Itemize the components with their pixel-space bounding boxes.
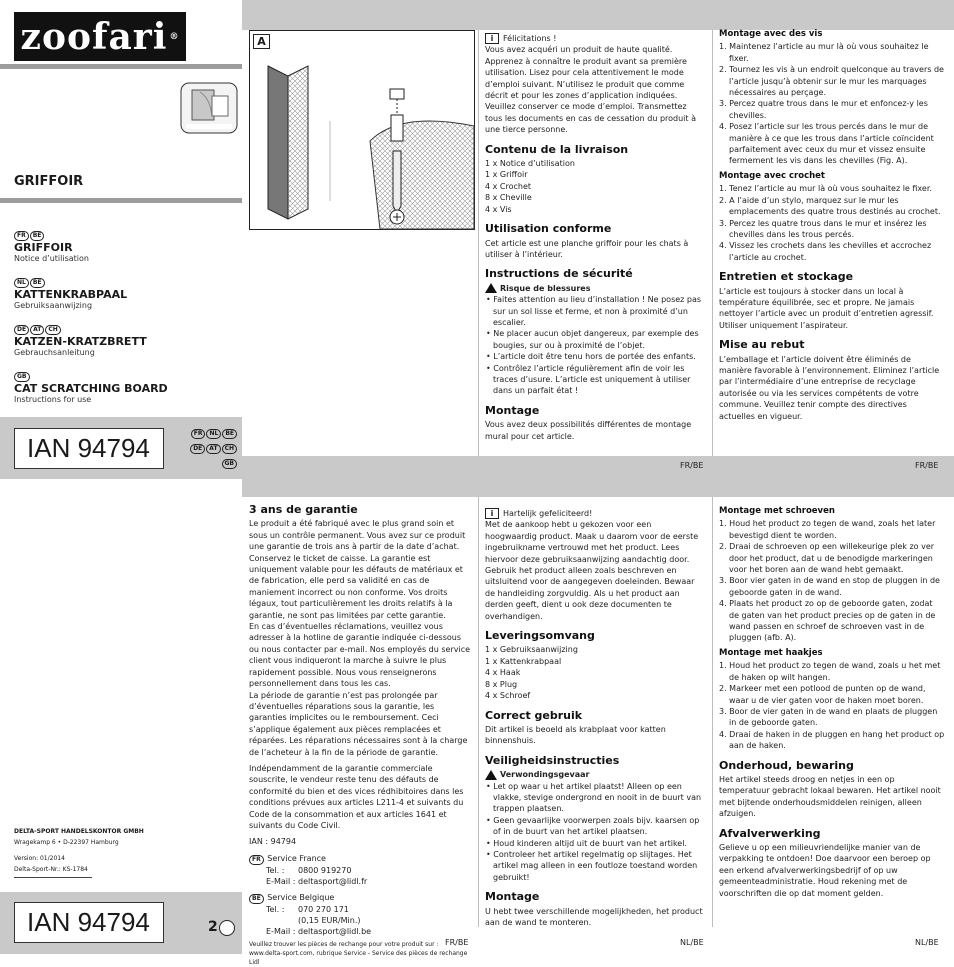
paragraph: Dit artikel is beoeld als krabplaat voor katten binnenshuis. bbox=[485, 724, 666, 746]
email-address[interactable]: deltasport@lidl.be bbox=[297, 927, 372, 937]
badge: NL bbox=[206, 429, 221, 439]
section-heading: Veiligheidsinstructies bbox=[485, 753, 620, 767]
paragraph: L’emballage et l’article doivent être éliminés de manière favorable à l’environnement. Eliminez l’article par l’intermédiaire d’une entreprise de recyclage autorisée ou via les services compétents de votre commune. Veuillez tenir compte des directives actuelles en vigueur. bbox=[719, 354, 940, 421]
figure-label: A bbox=[253, 34, 270, 49]
warning-icon bbox=[485, 283, 497, 293]
sub-heading: Montage avec des vis bbox=[719, 29, 823, 39]
language-entry-fr bbox=[14, 222, 234, 263]
list-item: • L’article doit être tenu hors de portée des enfants. bbox=[485, 351, 705, 362]
list-item: 1. Maintenez l’article au mur là où vous souhaitez le fixer. bbox=[719, 42, 929, 63]
badge: DE bbox=[190, 444, 205, 454]
paragraph: Cet article est une planche griffoir pour les chats à utiliser à l’intérieur. bbox=[485, 238, 689, 259]
list-item: 2. A l’aide d’un stylo, marquez sur le mur les emplacements des quatre trous destinés au crochet. bbox=[719, 195, 941, 217]
section-heading: Mise au rebut bbox=[719, 338, 805, 352]
cover-rule bbox=[0, 198, 242, 203]
tel-label: Tel. : bbox=[266, 904, 285, 914]
list-item: 3. Boor vier gaten in de wand en stop de pluggen in de geboorde gaten in de wand. bbox=[719, 576, 940, 597]
spare-parts-note: Veuillez trouver les pièces de rechange pour votre produit sur : www.delta-sport.com, rubrique Service - Service des pièces de rechange Lidl bbox=[249, 940, 468, 966]
language-subtitle: Gebrauchsanleitung bbox=[14, 348, 95, 357]
badge: NL bbox=[14, 278, 29, 288]
badge: FR bbox=[191, 429, 206, 439]
badge: BE bbox=[30, 231, 45, 241]
list-item: 3. Percez quatre trous dans le mur et enfoncez-y les chevilles. bbox=[719, 99, 928, 120]
divider bbox=[478, 30, 479, 456]
list-item: • Ne placer aucun objet dangereux, par exemple des bougies, sur ou à proximité de l’objet. bbox=[485, 328, 705, 351]
list-item: • Controleer het artikel regelmatig op slijtages. Het artikel mag alleen in een foutloze toestand worden gebruikt! bbox=[485, 849, 705, 883]
paragraph: L’article est toujours à stocker dans un local à température équilibrée, sec et propre. Ne jamais nettoyer l’article avec un produit d’entretien agressif. Utiliser uniquement l’aspirateur. bbox=[719, 286, 934, 330]
page-footer: FR/BE bbox=[680, 461, 704, 470]
paragraph: Het artikel steeds droog en netjes in een op temperatuur gebracht lokaal bewaren. Het artikel nooit met bijtende onderhoudsmiddelen reinigen, alleen afzuigen. bbox=[719, 774, 941, 819]
paragraph: Le produit a été fabriqué avec le plus grand soin et sous un contrôle permanent. Vous avez sur ce produit une garantie de trois ans à partir de la date d’achat. Conservez le ticket de caisse. La garantie est uniquement valable pour les défauts de matériaux et de fabrication, elle perd sa validité en cas de maniement incorrect ou non conforme. Vos droits légaux, tout particulièrement les droits relatifs à la garantie, ne sont pas limitées par cette garantie. bbox=[249, 519, 466, 620]
fr-guarantee bbox=[249, 500, 471, 967]
warning-title: Risque de blessures bbox=[500, 283, 591, 293]
language-subtitle: Notice d’utilisation bbox=[14, 254, 89, 263]
product-thumbnail bbox=[180, 82, 238, 134]
language-title: GRIFFOIR bbox=[14, 241, 73, 254]
badge: BE bbox=[222, 429, 237, 439]
page-footer: NL/BE bbox=[915, 938, 939, 947]
company-info bbox=[14, 826, 234, 878]
section-heading: Onderhoud, bewaring bbox=[719, 758, 854, 772]
language-subtitle: Gebruiksaanwijzing bbox=[14, 301, 93, 310]
page-footer: FR/BE bbox=[445, 938, 469, 947]
list-item: 2. Markeer met een potlood de punten op de wand, waar u de vier gaten voor de haken moet boren. bbox=[719, 684, 926, 705]
list-item: 1. Houd het product zo tegen de wand, zoals u het met de haken op wilt hangen. bbox=[719, 661, 941, 682]
paragraph: En cas d’éventuelles réclamations, veuillez vous adresser à la hotline de garantie indiquée ci-dessous ou nous contacter par e-mail. Nos employés du service client vous indiqueront la marche à suivre le plus rapidement possible. Nous vous renseignerons personnellement dans tous les cas. bbox=[249, 622, 471, 689]
figure-a bbox=[249, 30, 475, 230]
section-heading: Utilisation conforme bbox=[485, 222, 612, 236]
page-footer: NL/BE bbox=[680, 938, 704, 947]
language-subtitle: Instructions for use bbox=[14, 395, 92, 404]
paragraph: La période de garantie n’est pas prolongée par d’éventuelles réparations sous la garantie, les garanties implicites ou le remboursement. Ceci s’applique également aux pièces remplacées et réparées. Les réparations nécessaires sont à la charge de l’acheteur à la fin de la période de garantie. bbox=[249, 690, 468, 757]
section-heading: Leveringsomvang bbox=[485, 629, 595, 643]
badge: BE bbox=[249, 894, 264, 904]
fr-column-3 bbox=[719, 29, 945, 422]
sub-heading: Montage avec crochet bbox=[719, 170, 825, 181]
page-number: 2 bbox=[208, 919, 218, 935]
info-book-icon: i bbox=[485, 508, 499, 519]
sub-heading: Montage met schroeven bbox=[719, 506, 835, 516]
ian-badges bbox=[186, 424, 238, 469]
page-footer: FR/BE bbox=[915, 461, 939, 470]
felicitations-text: Vous avez acquéri un produit de haute qualité. Apprenez à connaître le produit avant sa première utilisation. Lisez pour cela attentivement le mode d’emploi suivant. N’utilisez le produit que comme décrit et pour les zones d’application indiquées. Veuillez conserver ce mode d’emploi. Transmettez tous les documents en cas de cessation du produit à une tierce personne. bbox=[485, 45, 696, 135]
list-item: • Contrôlez l’article régulièrement afin de voir les traces d’usure. L’article est uniquement à utiliser dans un parfait état ! bbox=[485, 363, 705, 397]
badge: BE bbox=[30, 278, 45, 288]
fr-column-2 bbox=[485, 33, 705, 442]
phone-number: 070 270 171 bbox=[298, 904, 349, 914]
paragraph: Indépendamment de la garantie commerciale souscrite, le vendeur reste tenu des défauts de conformité du bien et des vices rédhibitoires dans les conditions prévues aux articles L211-4 et suivants du Code de la consommation et aux articles 1641 et suivants du Code Civil. bbox=[249, 763, 464, 830]
felicitations-text: Met de aankoop hebt u gekozen voor een hoogwaardig product. Maak u daarom voor de eerste ingebruikname vertrouwd met het product. Lees hiervoor deze gebruiksaanwijzing aandachtig door. Gebruik het product alleen zoals beschreven en uitsluitend voor de aangegeven doeleinden. Bewaar de handleiding zorgvuldig. Als u het product aan derden geeft, dient u ook deze documenten te overhandigen. bbox=[485, 520, 699, 621]
company-address: Wragekamp 6 • D-22397 Hamburg bbox=[14, 839, 119, 846]
list-item: • Let op waar u het artikel plaatst! Alleen op een vlakke, stevige ondergrond en nooit in de buurt van trappen plaatsen. bbox=[485, 781, 705, 815]
list-item: • Faites attention au lieu d’installation ! Ne posez pas sur un sol lisse et ferme, et non à proximité d’un escalier. bbox=[485, 294, 705, 328]
list-item: • Houd kinderen altijd uit de buurt van het artikel. bbox=[485, 838, 705, 849]
list-item: • Geen gevaarlijke voorwerpen zoals bijv. kaarsen op of in de buurt van het artikel plaatsen. bbox=[485, 815, 705, 838]
info-book-icon: i bbox=[485, 33, 499, 44]
nl-column-2 bbox=[485, 508, 705, 928]
list-item: 2. Draai de schroeven op een willekeurige plek zo ver door het product, dat u de benodigde markeringen voor het boren aan de wand hebt gemaakt. bbox=[719, 542, 935, 575]
list-item: 1. Tenez l’article au mur là où vous souhaitez le fixer. bbox=[719, 184, 932, 194]
felicitations-title: Hartelijk gefeliciteerd! bbox=[503, 509, 593, 518]
badge: CH bbox=[222, 444, 237, 454]
list-item: 4 x Haak bbox=[485, 668, 521, 678]
tel-label: Tel. : bbox=[266, 865, 285, 875]
list-item: 8 x Cheville bbox=[485, 193, 532, 203]
list-item: 1 x Gebruiksaanwijzing bbox=[485, 645, 578, 655]
badge: DE bbox=[14, 325, 29, 335]
divider bbox=[712, 497, 713, 927]
list-item: 4. Draai de haken in de pluggen en hang het product op aan de haken. bbox=[719, 729, 945, 751]
badge: AT bbox=[206, 444, 220, 454]
phone-price: (0,15 EUR/Min.) bbox=[298, 916, 361, 925]
section-heading: Montage bbox=[485, 403, 540, 417]
ian-number: IAN 94794 bbox=[14, 428, 164, 469]
ian-line: IAN : 94794 bbox=[249, 837, 297, 847]
top-grey-band bbox=[242, 0, 954, 30]
email-address[interactable]: deltasport@lidl.fr bbox=[297, 877, 368, 887]
language-title: KATTENKRABPAAL bbox=[14, 288, 128, 301]
divider bbox=[478, 497, 479, 927]
paragraph: U hebt twee verschillende mogelijkheden, het product aan de wand te monteren. bbox=[485, 906, 703, 927]
email-label: E-Mail : bbox=[266, 927, 296, 937]
badge: AT bbox=[30, 325, 44, 335]
felicitations-title: Félicitations ! bbox=[503, 34, 557, 43]
phone-number: 0800 919270 bbox=[298, 865, 352, 875]
list-item: 1 x Notice d’utilisation bbox=[485, 159, 575, 169]
list-item: 4 x Vis bbox=[485, 204, 512, 214]
brand-logo: zoofari ® bbox=[14, 12, 186, 61]
ian-number-bottom: IAN 94794 bbox=[14, 902, 164, 943]
language-title: CAT SCRATCHING BOARD bbox=[14, 382, 168, 395]
service-name: Service France bbox=[267, 853, 326, 863]
list-item: 2. Tournez les vis à un endroit quelconque au travers de l’article jusqu’à obtenir sur le mur les marquages nécessaires au perçage. bbox=[719, 65, 944, 98]
sub-heading: Montage met haakjes bbox=[719, 647, 823, 658]
list-item: 3. Percez les quatre trous dans le mur et insérez les chevilles dans les trous percés. bbox=[719, 218, 927, 239]
language-title: KATZEN-KRATZBRETT bbox=[14, 335, 147, 348]
section-heading: Instructions de sécurité bbox=[485, 267, 633, 281]
section-heading: Afvalverwerking bbox=[719, 826, 821, 840]
cover-rule-top bbox=[0, 64, 242, 69]
email-label: E-Mail : bbox=[266, 877, 296, 887]
version: Version: 01/2014 bbox=[14, 855, 65, 862]
list-item: 1 x Griffoir bbox=[485, 170, 528, 180]
list-item: 4. Posez l’article sur les trous percés dans le mur de manière à ce que les trous dans l’article coïncident parfaitement avec ceux du mur et vissez ensuite fermement les vis dans les chevilles (Fig. A). bbox=[719, 122, 934, 166]
badge: GB bbox=[222, 459, 238, 469]
badge: FR bbox=[14, 231, 29, 241]
list-item: 3. Boor de vier gaten in de wand en plaats de pluggen in de geboorde gaten. bbox=[719, 706, 938, 728]
list-item: 8 x Plug bbox=[485, 679, 518, 689]
service-name: Service Belgique bbox=[267, 892, 335, 902]
section-heading: 3 ans de garantie bbox=[249, 503, 358, 516]
badge: GB bbox=[14, 372, 30, 382]
language-entry-gb bbox=[14, 363, 234, 404]
section-heading: Contenu de la livraison bbox=[485, 142, 629, 156]
list-item: 1 x Kattenkrabpaal bbox=[485, 656, 562, 666]
warning-title: Verwondingsgevaar bbox=[500, 770, 590, 780]
middle-grey-band bbox=[242, 456, 954, 497]
delta-number: Delta-Sport-Nr.: KS-1784 bbox=[14, 866, 88, 873]
cover-title: GRIFFOIR bbox=[14, 174, 84, 189]
list-item: 4. Plaats het product zo op de geboorde gaten, zodat de gaten van het product precies op de gaten in de wand passen en schroef de schroeven vast in de pluggen (afb. A). bbox=[719, 599, 936, 643]
badge: FR bbox=[249, 855, 264, 865]
language-list bbox=[14, 222, 234, 404]
warning-icon bbox=[485, 770, 497, 780]
paragraph: Vous avez deux possibilités différentes de montage mural pour cet article. bbox=[485, 420, 692, 441]
circle-icon bbox=[219, 920, 235, 936]
section-heading: Entretien et stockage bbox=[719, 270, 854, 284]
divider bbox=[712, 30, 713, 456]
company-name: DELTA-SPORT HANDELSKONTOR GMBH bbox=[14, 828, 144, 835]
badge: CH bbox=[45, 325, 60, 335]
language-entry-de bbox=[14, 316, 234, 357]
section-heading: Correct gebruik bbox=[485, 708, 583, 722]
list-item: 4. Vissez les crochets dans les chevilles et accrochez l’article au crochet. bbox=[719, 241, 932, 262]
language-entry-nl bbox=[14, 269, 234, 310]
list-item: 4 x Crochet bbox=[485, 181, 532, 191]
nl-column-3 bbox=[719, 506, 945, 899]
paragraph: Gelieve u op een milieuvriendelijke manier van de verpakking te ontdoen! Doe daarvoor een beroep op een erkend afvalverwerkingsbedrijf of op uw gemeenteadministratie. Houd rekening met de voorschriften die op dat moment gelden. bbox=[719, 842, 931, 898]
list-item: 1. Houd het product zo tegen de wand, zoals het later bevestigd dient te worden. bbox=[719, 519, 936, 540]
section-heading: Montage bbox=[485, 890, 540, 904]
mounting-illustration bbox=[250, 31, 474, 229]
list-item: 4 x Schroef bbox=[485, 691, 531, 701]
